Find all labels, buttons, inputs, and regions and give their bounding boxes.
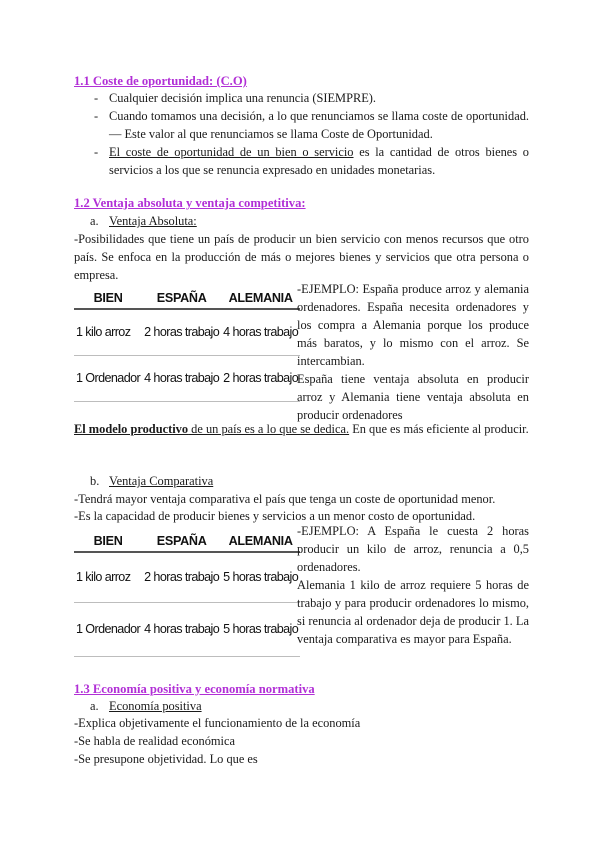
bullet-dash: - (94, 91, 99, 105)
table-cell: 2 horas trabajo (221, 355, 300, 401)
bullet-text-3-rest: es la cantidad de otros bienes o servicios a los que se renuncia expresado en unidades monetarias. (109, 145, 529, 177)
bullet-dash: - (94, 109, 99, 123)
modelo-productivo-text (74, 420, 529, 438)
table-cell: 2 horas trabajo (142, 309, 221, 355)
subsection-marker-b: b. (90, 474, 100, 488)
table-header-cell: BIEN (74, 530, 142, 552)
bullet-text-3-underlined: El coste de oportunidad de un bien o servicio (109, 145, 354, 159)
modelo-productivo-rest: En que es más eficiente al producir. (349, 422, 529, 436)
table-cell: 5 horas trabajo (221, 552, 300, 602)
comparison-table-1 (74, 287, 300, 402)
table-header-cell: ESPAÑA (142, 530, 221, 552)
example-1-text: -EJEMPLO: España produce arroz y alemania ordenadores. España necesita ordenadores y los compra a Alemania porque los produce más baratos, y lo mismo con el arroz. Se intercambian. (297, 282, 529, 368)
section-heading-1-3: 1.3 Economía positiva y economía normativa (74, 682, 315, 696)
subsection-title-ventaja-absoluta: Ventaja Absoluta: (109, 214, 197, 228)
table-header-row (74, 530, 300, 552)
table-row (74, 552, 300, 602)
example-2-text: -EJEMPLO: A España le cuesta 2 horas producir un kilo de arroz, renuncia a 0,5 ordenadores. (297, 524, 529, 574)
bullet-text-1: Cualquier decisión implica una renuncia (SIEMPRE). (109, 91, 377, 105)
table-cell: 1 Ordenador (74, 602, 142, 656)
subsection-marker-a: a. (90, 214, 99, 228)
table-cell: 2 horas trabajo (142, 552, 221, 602)
section-heading-1-2: 1.2 Ventaja absoluta y ventaja competitiva: (74, 196, 306, 210)
bullet-dash: - (94, 145, 99, 159)
table-header-cell: BIEN (74, 287, 142, 309)
comparison-table-2 (74, 530, 300, 657)
bullet-text-3 (109, 143, 529, 179)
subsection-title-ventaja-comparativa: Ventaja Comparativa (109, 474, 214, 488)
ventaja-comparativa-line-1: -Tendrá mayor ventaja comparativa el país que tenga un coste de oportunidad menor. (74, 492, 496, 506)
economia-positiva-line-1: -Explica objetivamente el funcionamiento de la economía (74, 716, 361, 730)
table-header-cell: ALEMANIA (221, 287, 300, 309)
table-cell: 1 kilo arroz (74, 552, 142, 602)
table-row (74, 602, 300, 656)
subsection-title-economia-positiva: Economía positiva (109, 699, 202, 713)
table-cell: 1 Ordenador (74, 355, 142, 401)
ventaja-absoluta-definition: -Posibilidades que tiene un país de producir un bien servicio con menos recursos que otro país. Se enfoca en la producción de más o mejores bienes y servicios que otra persona o empresa. (74, 232, 529, 282)
subsection-marker-a: a. (90, 699, 99, 713)
bullet-text-2: Cuando tomamos una decisión, a lo que renunciamos se llama coste de oportunidad. — Este valor al que renunciamos se llama Coste de Oportunidad. (109, 109, 529, 141)
section-heading-1-1: 1.1 Coste de oportunidad: (C.O) (74, 74, 247, 88)
table-row (74, 309, 300, 355)
table-cell: 4 horas trabajo (142, 355, 221, 401)
example-2-conclusion: Alemania 1 kilo de arroz requiere 5 horas de trabajo y para producir ordenadores lo mismo, si renuncia al ordenador deja de producir 1. La ventaja comparativa es mayor para España. (297, 578, 529, 646)
table-cell: 4 horas trabajo (142, 602, 221, 656)
table-header-cell: ESPAÑA (142, 287, 221, 309)
modelo-productivo-term: El modelo productivo (74, 422, 189, 436)
economia-positiva-line-3: -Se presupone objetividad. Lo que es (74, 752, 258, 766)
example-1-conclusion: España tiene ventaja absoluta en producir arroz y Alemania tiene ventaja absoluta en producir ordenadores (297, 372, 529, 422)
table-header-cell: ALEMANIA (221, 530, 300, 552)
economia-positiva-line-2: -Se habla de realidad económica (74, 734, 235, 748)
table-cell: 4 horas trabajo (221, 309, 300, 355)
modelo-productivo-underlined: de un país es a lo que se dedica. (188, 422, 350, 436)
table-cell: 5 horas trabajo (221, 602, 300, 656)
ventaja-comparativa-line-2: -Es la capacidad de producir bienes y servicios a un menor costo de oportunidad. (74, 509, 476, 523)
table-header-row (74, 287, 300, 309)
table-row (74, 355, 300, 401)
table-cell: 1 kilo arroz (74, 309, 142, 355)
